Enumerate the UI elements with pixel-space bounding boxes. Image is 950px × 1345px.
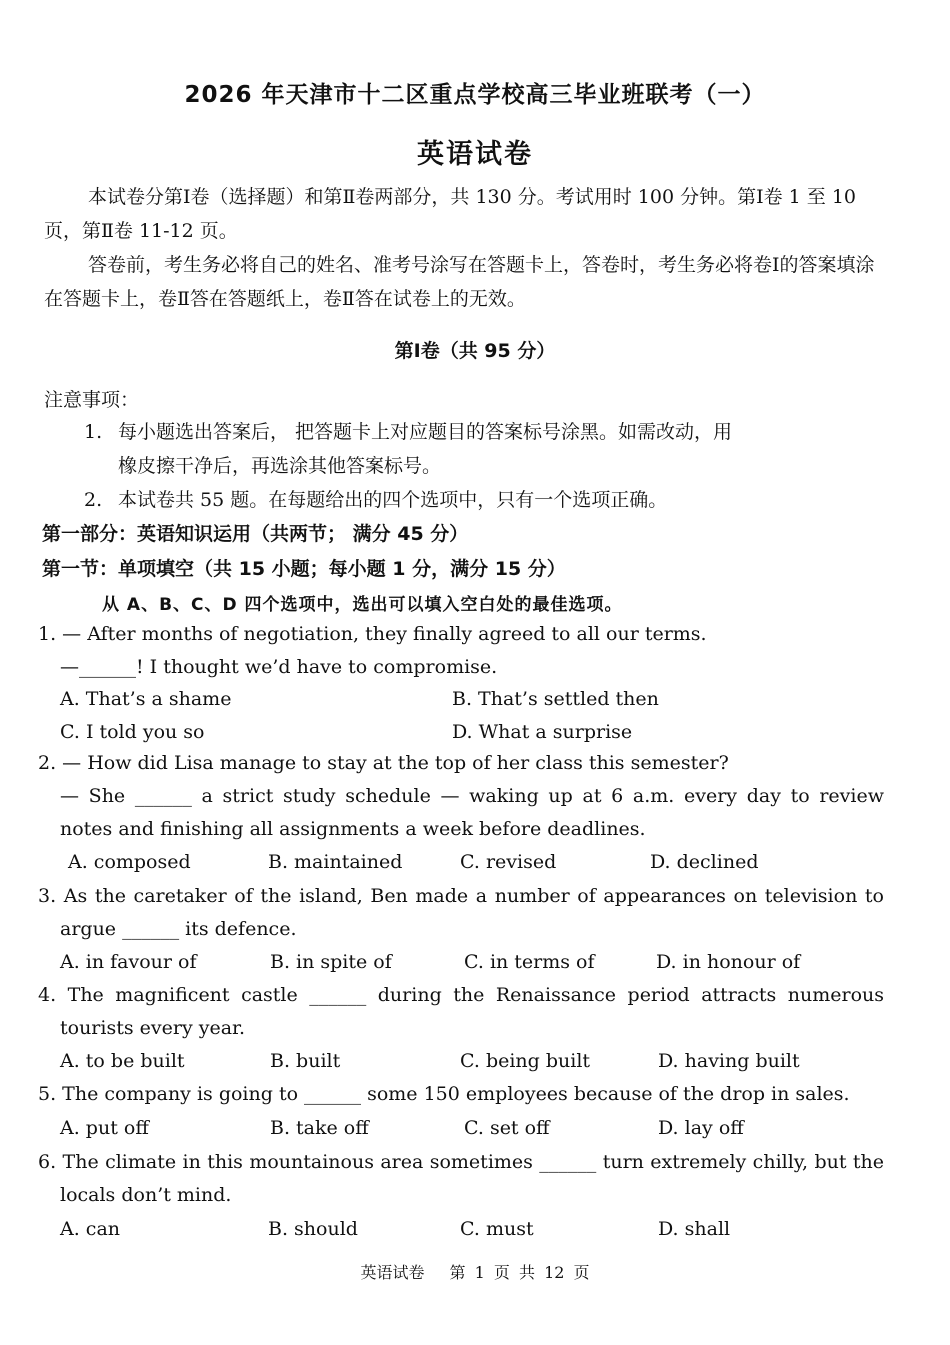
option-c[interactable]: C. I told you so	[60, 721, 205, 743]
option-a[interactable]: A. can	[60, 1218, 121, 1240]
note-text-continued: 橡皮擦干净后，再选涂其他答案标号。	[118, 455, 442, 477]
question-6	[38, 1146, 884, 1212]
question-5	[38, 1078, 884, 1111]
option-c[interactable]: C. set off	[464, 1117, 550, 1139]
question-stem: 1. — After months of negotiation, they finally agreed to all our terms.	[38, 623, 707, 645]
option-d[interactable]: D. declined	[650, 851, 759, 873]
question-stem: 5. The company is going to ______ some 150 employees because of the drop in sales.	[38, 1083, 850, 1105]
question-6-options	[60, 1213, 880, 1246]
question-reply: — She ______ a strict study schedule — waking up at 6 a.m. every day to review notes and finishing all assignments a week before deadlines.	[60, 785, 884, 840]
note-number: 2.	[84, 489, 103, 511]
option-b[interactable]: B. built	[270, 1050, 341, 1072]
option-d[interactable]: D. What a surprise	[452, 721, 633, 743]
option-d[interactable]: D. having built	[658, 1050, 800, 1072]
option-b[interactable]: B. maintained	[268, 851, 403, 873]
notes-title: 注意事项：	[44, 389, 140, 411]
option-b[interactable]: B. should	[268, 1218, 358, 1240]
note-item	[84, 415, 884, 483]
question-3	[38, 880, 884, 946]
exam-subject: 英语试卷	[417, 139, 533, 170]
question-stem: 3. As the caretaker of the island, Ben made a number of appearances on television to argue ______ its defence.	[38, 885, 884, 940]
option-a[interactable]: A. in favour of	[60, 951, 197, 973]
question-2	[38, 747, 884, 846]
part-1-heading: 第Ⅰ卷（共 95 分）	[394, 340, 556, 362]
note-text: 本试卷共 55 题。在每题给出的四个选项中，只有一个选项正确。	[118, 489, 668, 511]
intro-paragraph-2: 答卷前，考生务必将自己的姓名、准考号涂写在答题卡上，答卷时，考生务必将卷Ⅰ的答案填涂在答题卡上，卷Ⅱ答在答题纸上，卷Ⅱ答在试卷上的无效。	[44, 254, 875, 310]
note-text: 每小题选出答案后， 把答题卡上对应题目的答案标号涂黑。如需改动，用	[118, 421, 733, 443]
option-a[interactable]: A. put off	[60, 1117, 149, 1139]
question-stem: 4. The magnificent castle ______ during the Renaissance period attracts numerous tourists every year.	[38, 984, 884, 1039]
question-reply: —______! I thought we’d have to compromise.	[60, 656, 498, 678]
option-b[interactable]: B. That’s settled then	[452, 688, 659, 710]
question-2-options	[60, 846, 880, 879]
note-number: 1.	[84, 421, 103, 443]
question-5-options	[60, 1112, 880, 1145]
question-3-options	[60, 946, 880, 979]
option-c[interactable]: C. in terms of	[464, 951, 595, 973]
option-a[interactable]: A. That’s a shame	[60, 688, 232, 710]
note-item	[84, 483, 884, 517]
option-d[interactable]: D. shall	[658, 1218, 731, 1240]
page-footer: 英语试卷 第 1 页 共 12 页	[360, 1263, 590, 1282]
exam-title: 2026 年天津市十二区重点学校高三毕业班联考（一）	[184, 82, 766, 108]
option-d[interactable]: D. lay off	[658, 1117, 744, 1139]
question-stem: 2. — How did Lisa manage to stay at the top of her class this semester?	[38, 752, 729, 774]
option-c[interactable]: C. being built	[460, 1050, 591, 1072]
instruction-text: 从 A、B、C、D 四个选项中，选出可以填入空白处的最佳选项。	[102, 595, 623, 615]
option-c[interactable]: C. must	[460, 1218, 534, 1240]
option-a[interactable]: A. to be built	[60, 1050, 185, 1072]
question-stem: 6. The climate in this mountainous area sometimes ______ turn extremely chilly, but the locals don’t mind.	[38, 1151, 884, 1206]
option-a[interactable]: A. composed	[68, 851, 191, 873]
question-4-options	[60, 1045, 880, 1078]
intro-paragraph-1: 本试卷分第Ⅰ卷（选择题）和第Ⅱ卷两部分，共 130 分。考试用时 100 分钟。第Ⅰ卷 1 至 10 页，第Ⅱ卷 11-12 页。	[44, 186, 856, 242]
option-c[interactable]: C. revised	[460, 851, 557, 873]
option-b[interactable]: B. take off	[270, 1117, 369, 1139]
question-1	[38, 618, 884, 684]
subsection-heading: 第一节：单项填空（共 15 小题；每小题 1 分，满分 15 分）	[42, 558, 566, 580]
section-heading: 第一部分：英语知识运用（共两节； 满分 45 分）	[42, 523, 469, 545]
option-d[interactable]: D. in honour of	[656, 951, 801, 973]
option-b[interactable]: B. in spite of	[270, 951, 392, 973]
question-4	[38, 979, 884, 1045]
question-1-options	[60, 683, 880, 749]
